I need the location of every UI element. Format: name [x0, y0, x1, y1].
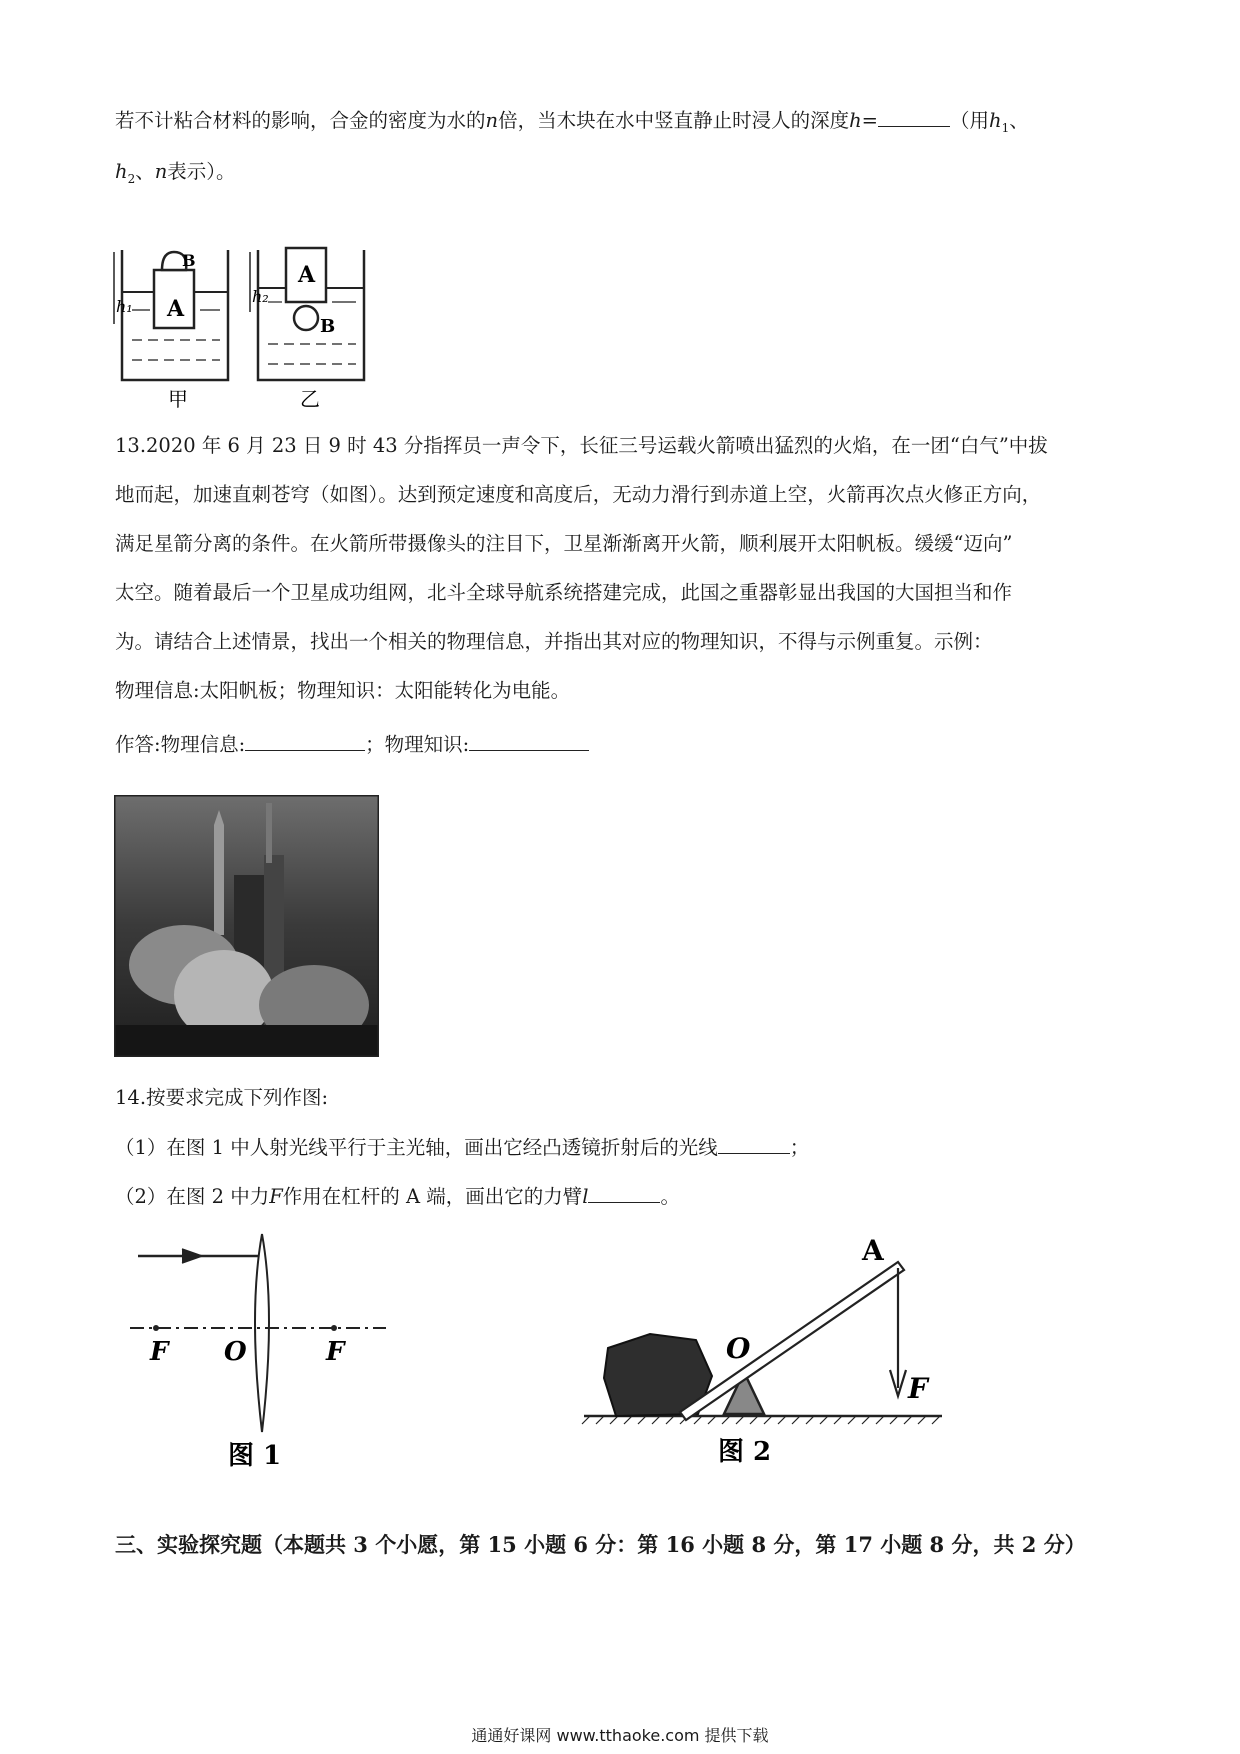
- var-h: h=: [849, 109, 878, 132]
- focus-right: [331, 1325, 337, 1331]
- answer-blank-h[interactable]: [878, 106, 950, 127]
- lever-bar: [680, 1262, 904, 1420]
- incident-ray-arrow: [182, 1249, 202, 1263]
- q13-line-1: 13.2020 年 6 月 23 日 9 时 43 分指挥员一声令下，长征三号运载火箭喷出猛烈的火焰，在一团“白气”中拔: [115, 434, 1048, 457]
- answer-blank-knowledge[interactable]: [469, 730, 589, 751]
- label-a-jia: A: [167, 296, 185, 322]
- label-f-left: F: [150, 1337, 169, 1367]
- q14-title: 14.按要求完成下列作图:: [115, 1086, 329, 1109]
- label-f-right: F: [326, 1337, 345, 1367]
- q12-figure: [110, 240, 390, 410]
- label-o: O: [726, 1332, 751, 1365]
- caption-jia: 甲: [168, 387, 188, 410]
- label-a: A: [862, 1234, 884, 1267]
- label-b-jia: B: [182, 251, 196, 270]
- alloy-b-yi: [294, 306, 318, 330]
- q12-line-1: 若不计粘合材料的影响，合金的密度为水的n倍，当木块在水中竖直静止时浸人的深度h= （用$h_1$、: [115, 106, 1029, 142]
- caption-yi: 乙: [300, 387, 320, 410]
- label-h2: h₂: [252, 287, 269, 306]
- answer-blank-info[interactable]: [245, 730, 365, 751]
- answer-blank-ray[interactable]: [718, 1133, 790, 1154]
- q13-line-3: 满足星箭分离的条件。在火箭所带摄像头的注目下，卫星渐渐离开火箭，顺利展开太阳帆板。缓缓“迈向”: [115, 532, 1013, 555]
- footer-source: 通通好课网 www.tthaoke.com 提供下载: [471, 1726, 769, 1745]
- caption-fig-1: 图 1: [228, 1441, 282, 1471]
- q13-example: 物理信息:太阳帆板；物理知识：太阳能转化为电能。: [115, 679, 571, 702]
- label-f: F: [908, 1372, 928, 1405]
- q13-answer-line: 作答:物理信息: ；物理知识:: [115, 730, 589, 759]
- var-n: n: [485, 109, 499, 132]
- label-b-yi: B: [320, 316, 336, 337]
- q13-line-5: 为。请结合上述情景，找出一个相关的物理信息，并指出其对应的物理知识，不得与示例重复。示例：: [115, 630, 993, 653]
- figure-2-lever: [580, 1228, 950, 1473]
- q13-line-2: 地而起，加速直刺苍穹（如图）。达到预定速度和高度后，无动力滑行到赤道上空，火箭再次点火修正方向，: [115, 483, 1042, 506]
- figure-1-convex-lens: [130, 1232, 400, 1472]
- q14-item-1: （1）在图 1 中人射光线平行于主光轴，画出它经凸透镜折射后的光线 ；: [115, 1133, 809, 1162]
- q12-line-2: $h_2$、n表示）。: [115, 160, 236, 186]
- label-h1: h₁: [116, 297, 133, 316]
- q14-item-2: （2）在图 2 中力F作用在杠杆的 A 端，画出它的力臂l 。: [115, 1182, 680, 1211]
- label-o: O: [224, 1337, 247, 1367]
- convex-lens: [255, 1234, 269, 1432]
- focus-left: [153, 1325, 159, 1331]
- caption-fig-2: 图 2: [718, 1437, 772, 1467]
- label-a-yi: A: [298, 262, 316, 288]
- section-3-heading: 三、实验探究题（本题共 3 个小愿，第 15 小题 6 分：第 16 小题 8 分，第 17 小题 8 分，共 2 分）: [115, 1532, 1086, 1557]
- answer-blank-arm[interactable]: [588, 1182, 660, 1203]
- rocket-launch-photo: [114, 795, 379, 1057]
- q13-line-4: 太空。随着最后一个卫星成功组网，北斗全球导航系统搭建完成，此国之重器彰显出我国的大国担当和作: [115, 581, 1013, 604]
